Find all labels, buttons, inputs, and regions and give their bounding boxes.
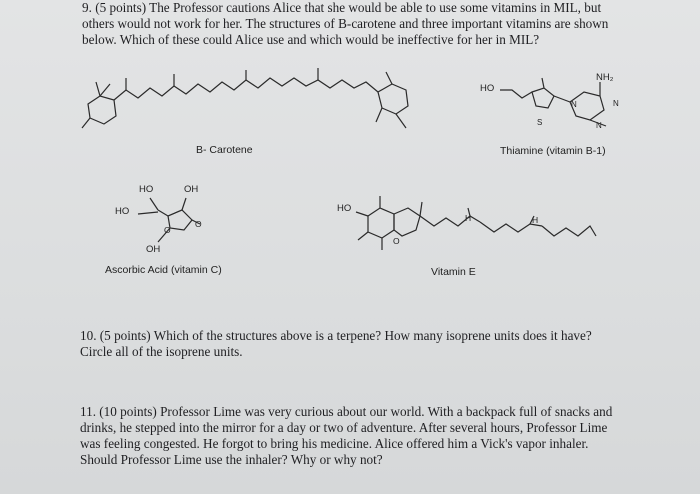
thiamine-n3-label: N <box>596 121 602 130</box>
question-10: 10. (5 points) Which of the structures above is a terpene? How many isoprene units does it have? Circle all of the isoprene units. <box>80 328 592 359</box>
vitamin-e-o-label: O <box>393 236 400 246</box>
thiamine-nh2-label: NH₂ <box>596 72 614 83</box>
vitamin-e-structure <box>350 196 600 256</box>
vitamin-e-ho-label: HO <box>337 203 352 214</box>
ascorbic-oh-top-label: OH <box>184 184 199 195</box>
ascorbic-ring-o-label: O <box>164 225 171 235</box>
ascorbic-ho-top-label: HO <box>139 184 154 195</box>
vitamin-e-h2-label: H <box>532 215 539 225</box>
vitamin-e-h1-label: H <box>465 213 472 223</box>
ascorbic-carbonyl-o-label: O <box>195 219 202 229</box>
thiamine-structure <box>496 84 636 138</box>
question-9: 9. (5 points) The Professor cautions Alice that she would be able to use some vitamins in MIL, but others would not work for her. The structures of B-carotene and three important vitamins are shown below. Which of these could Alice use and which would be ineffective for her in MIL? <box>82 0 609 47</box>
ascorbic-acid-label: Ascorbic Acid (vitamin C) <box>105 264 222 276</box>
ascorbic-acid-structure <box>130 190 210 250</box>
thiamine-n2-label: N <box>613 99 619 108</box>
vitamin-e-label: Vitamin E <box>431 266 476 278</box>
question-11: 11. (10 points) Professor Lime was very curious about our world. With a backpack full of snacks and drinks, he stepped into the mirror for a day or two of adventure. After several hours, Professor Lime was feeling congested. He forgot to bring his medicine. Alice offered him a Vick's vapor inhaler. Should Professor Lime use the inhaler? Why or why not? <box>80 404 613 467</box>
ascorbic-ho-left-label: HO <box>115 206 130 217</box>
beta-carotene-label: B- Carotene <box>196 144 253 156</box>
thiamine-s-label: S <box>537 118 543 127</box>
beta-carotene-structure <box>80 72 420 134</box>
thiamine-label: Thiamine (vitamin B-1) <box>500 145 606 157</box>
thiamine-ho-label: HO <box>480 83 495 94</box>
ascorbic-oh-bottom-label: OH <box>146 244 161 255</box>
thiamine-n1-label: N <box>571 100 577 109</box>
